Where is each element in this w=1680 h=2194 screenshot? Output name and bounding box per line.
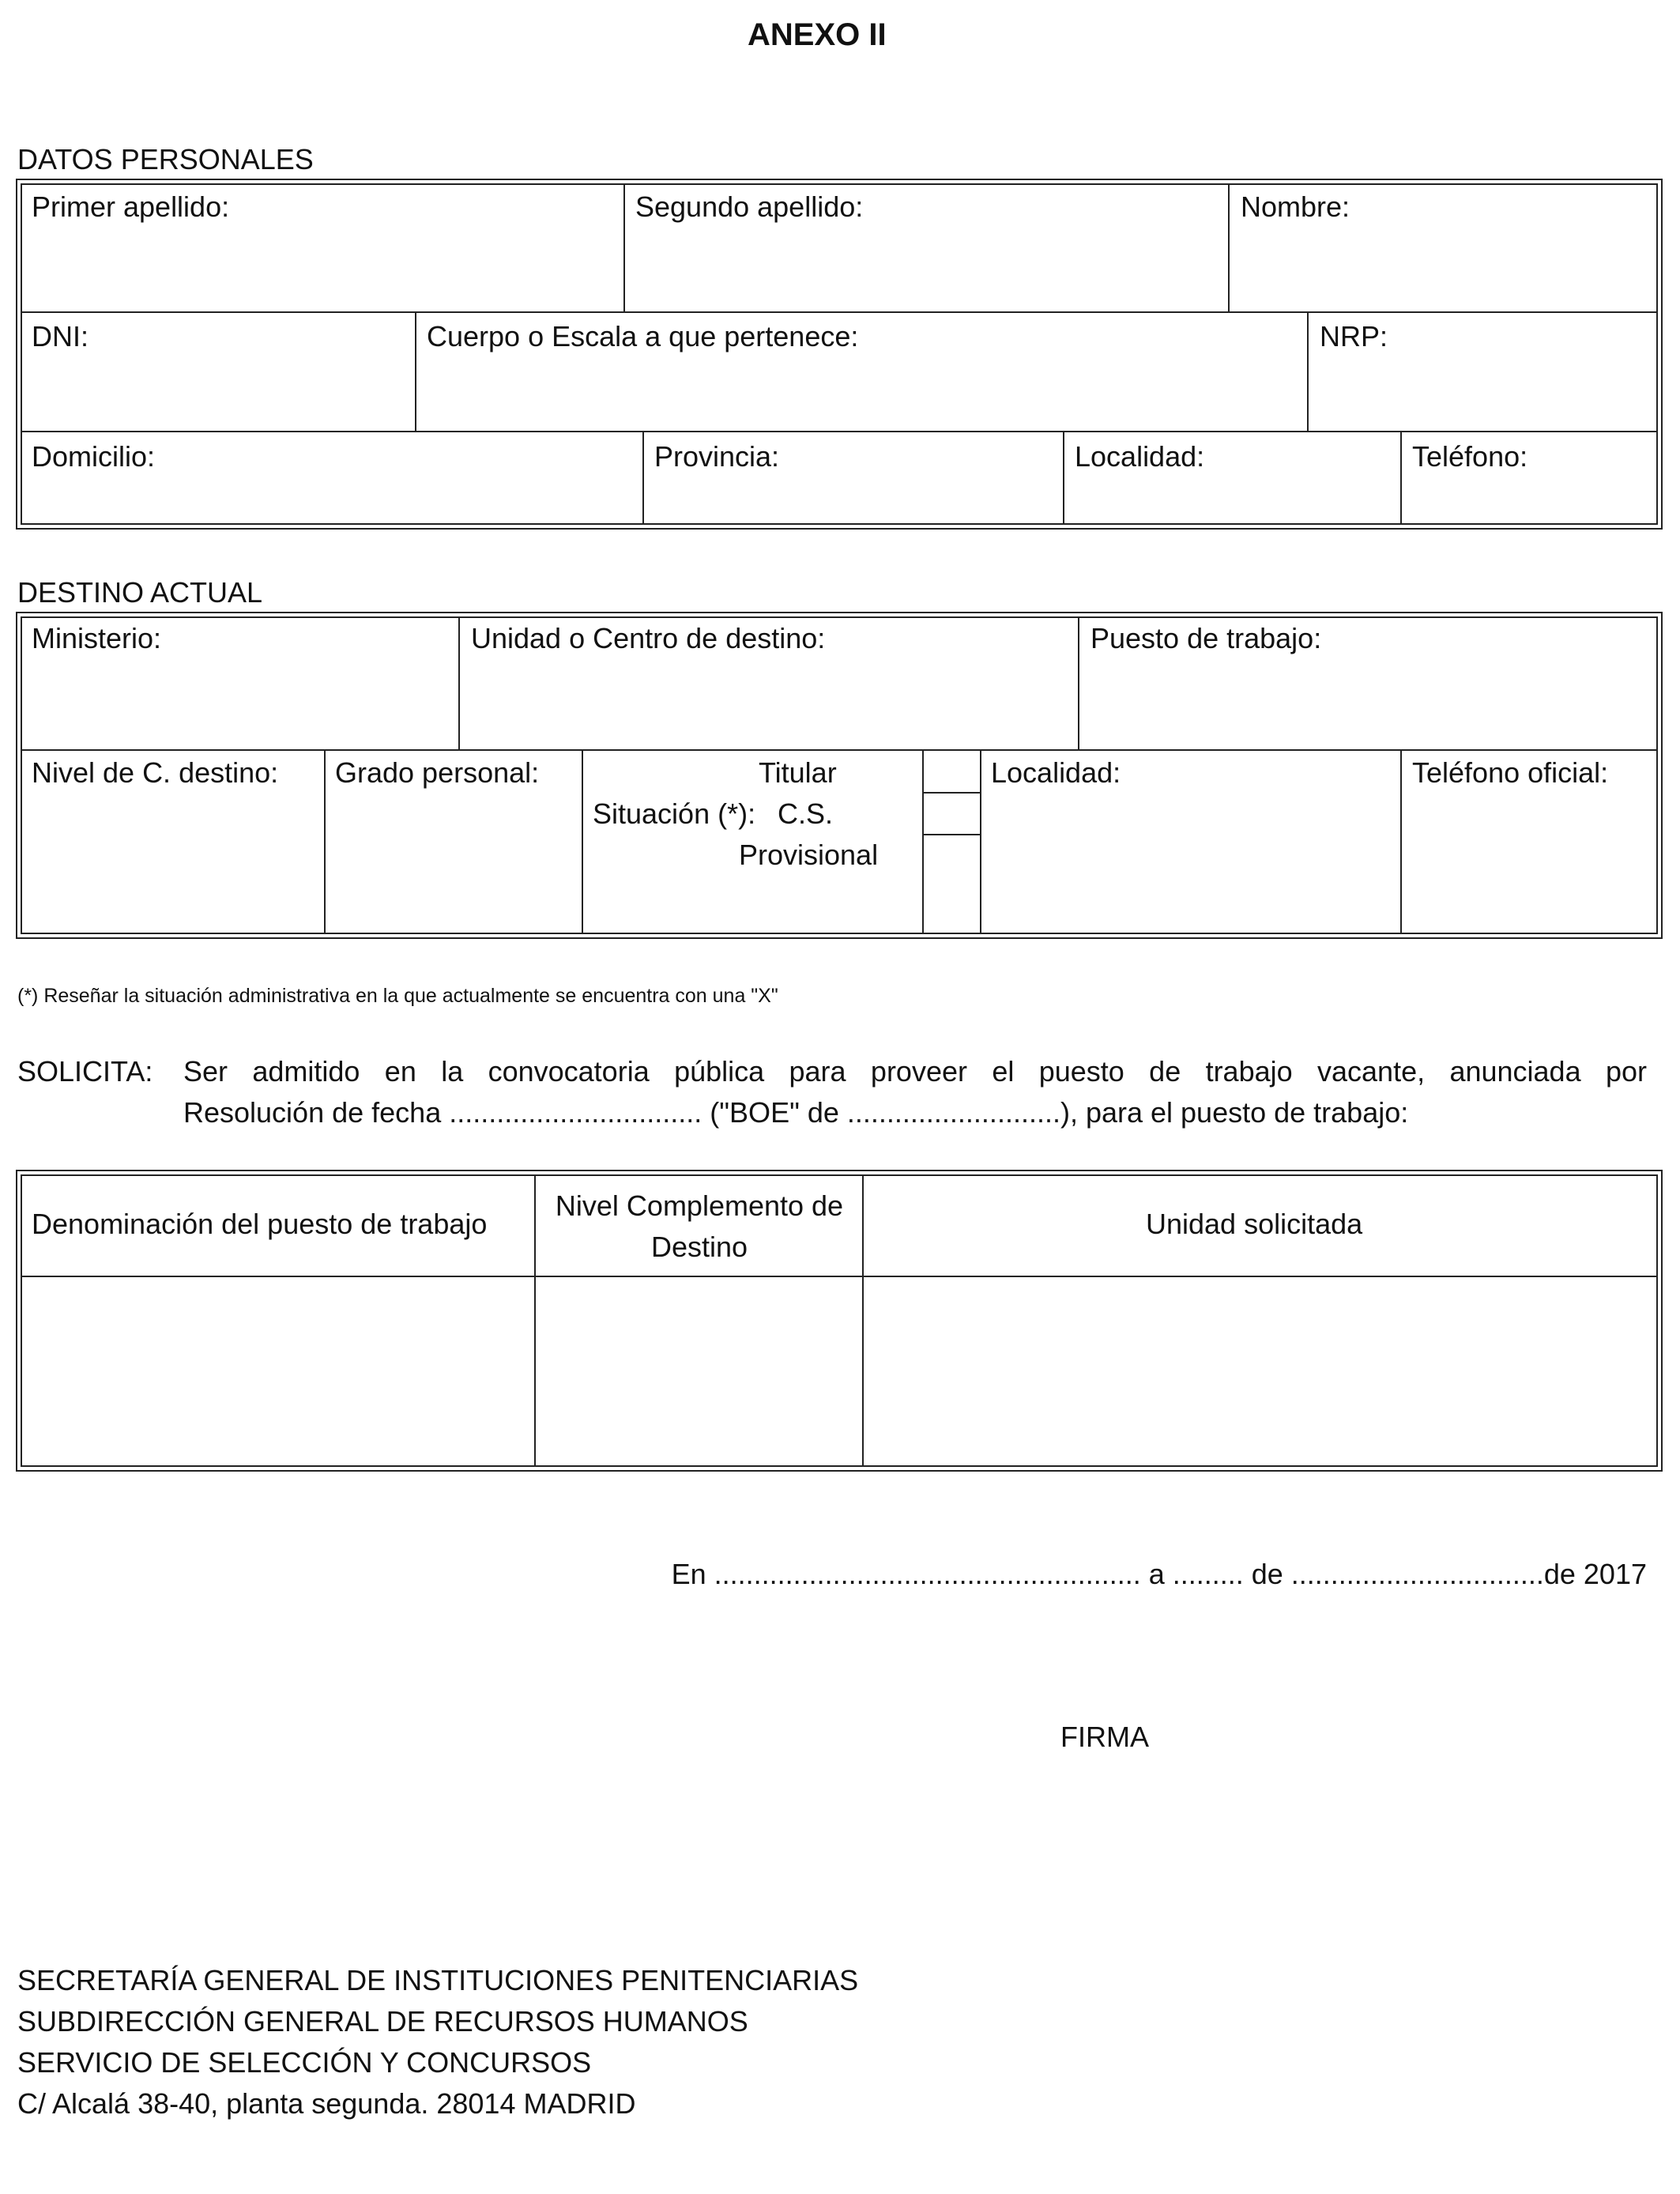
field-primer-apellido[interactable]: Primer apellido:: [32, 190, 230, 223]
input-unidad-solicitada[interactable]: [864, 1277, 1656, 1465]
option-cs-label: C.S.: [778, 797, 834, 830]
field-ministerio[interactable]: Ministerio:: [32, 622, 162, 654]
direccion-line-4: C/ Alcalá 38-40, planta segunda. 28014 MADRID: [17, 2087, 636, 2120]
field-dni[interactable]: DNI:: [32, 320, 89, 352]
direccion-line-3: SERVICIO DE SELECCIÓN Y CONCURSOS: [17, 2046, 592, 2079]
field-unidad-centro[interactable]: Unidad o Centro de destino:: [471, 622, 826, 654]
checkbox-provisional[interactable]: [924, 835, 980, 876]
option-titular-label: Titular: [759, 756, 837, 789]
solicita-line1: Ser admitido en la convocatoria pública para proveer el puesto de trabajo vacante, anunciada por: [183, 1055, 1647, 1088]
checkbox-cs[interactable]: [924, 794, 980, 834]
field-cuerpo-escala[interactable]: Cuerpo o Escala a que pertenece:: [427, 320, 859, 352]
field-segundo-apellido[interactable]: Segundo apellido:: [635, 190, 864, 223]
field-puesto-trabajo[interactable]: Puesto de trabajo:: [1090, 622, 1322, 654]
solicita-label: SOLICITA:: [17, 1055, 153, 1088]
field-provincia[interactable]: Provincia:: [654, 440, 780, 473]
field-telefono-oficial[interactable]: Teléfono oficial:: [1412, 756, 1609, 789]
header-denominacion: Denominación del puesto de trabajo: [32, 1208, 488, 1240]
input-denominacion[interactable]: [22, 1277, 534, 1465]
firma-label: FIRMA: [1060, 1721, 1149, 1753]
section-heading-datos-personales: DATOS PERSONALES: [17, 143, 314, 175]
situacion-label: Situación (*):: [593, 797, 756, 830]
direccion-line-1: SECRETARÍA GENERAL DE INSTITUCIONES PENITENCIARIAS: [17, 1964, 859, 1996]
field-nombre[interactable]: Nombre:: [1241, 190, 1350, 223]
field-nrp[interactable]: NRP:: [1320, 320, 1388, 352]
field-telefono[interactable]: Teléfono:: [1412, 440, 1528, 473]
field-grado-personal[interactable]: Grado personal:: [335, 756, 540, 789]
solicita-line2: Resolución de fecha ................................ ("BOE" de ...........................), para el puesto de trabajo:: [183, 1096, 1409, 1129]
field-localidad-destino[interactable]: Localidad:: [991, 756, 1121, 789]
header-unidad-solicitada: Unidad solicitada: [1146, 1208, 1363, 1240]
field-nivel-destino[interactable]: Nivel de C. destino:: [32, 756, 279, 789]
field-domicilio[interactable]: Domicilio:: [32, 440, 156, 473]
option-provisional-label: Provisional: [739, 839, 879, 871]
header-nivel-complemento: Nivel Complemento de Destino: [555, 1189, 844, 1263]
input-nivel-complemento[interactable]: [536, 1277, 862, 1465]
checkbox-titular[interactable]: [924, 751, 980, 792]
page-title: ANEXO II: [748, 17, 887, 52]
lugar-fecha[interactable]: En ...................................................... a ......... de ................................de 2017: [671, 1558, 1647, 1590]
field-localidad[interactable]: Localidad:: [1075, 440, 1205, 473]
footnote: (*) Reseñar la situación administrativa en la que actualmente se encuentra con una "X": [17, 985, 778, 1007]
direccion-line-2: SUBDIRECCIÓN GENERAL DE RECURSOS HUMANOS: [17, 2005, 748, 2038]
section-heading-destino-actual: DESTINO ACTUAL: [17, 576, 263, 609]
